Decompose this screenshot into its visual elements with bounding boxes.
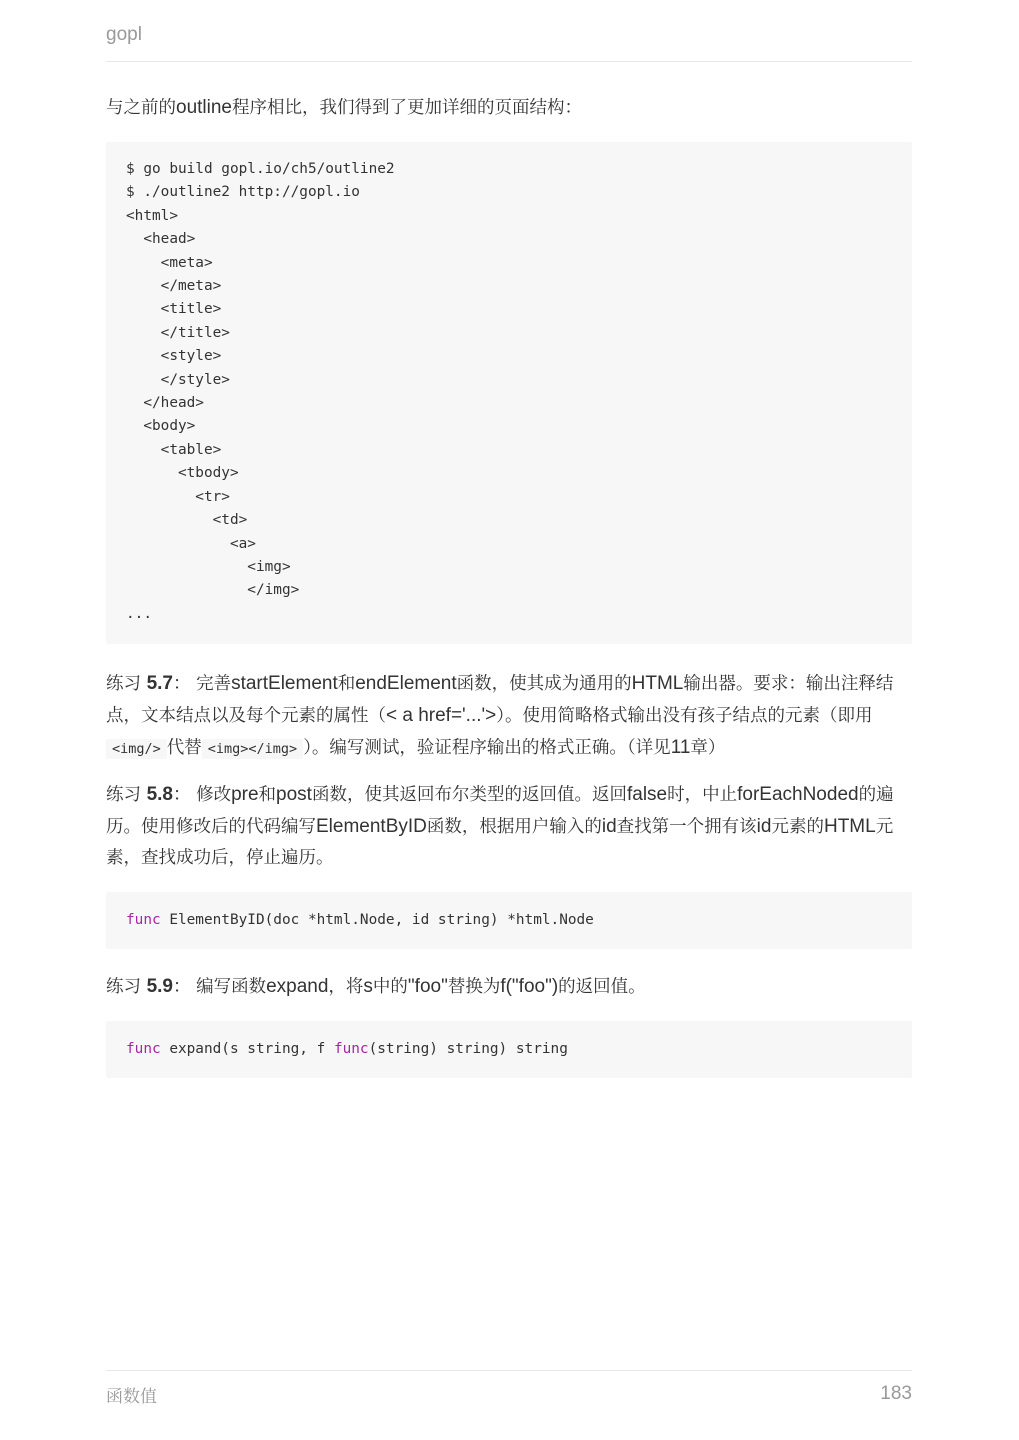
code-line: <head> — [126, 231, 196, 248]
exercise-5-8: 练习 5.8： 修改pre和post函数，使其返回布尔类型的返回值。返回false时，中止forEachNoded的遍历。使用修改后的代码编写ElementByID函数，根据用户输入的id查找第一个拥有该id元素的HTML元素，查找成功后，停止遍历。 — [106, 784, 894, 869]
code-line: <title> — [126, 301, 222, 318]
code-line: </img> — [126, 582, 300, 599]
code-line: <body> — [126, 418, 196, 435]
chapter-name: 函数值 — [106, 1387, 157, 1407]
code-line: <tr> — [126, 488, 230, 505]
keyword-func: func — [126, 912, 161, 929]
page-header — [106, 24, 912, 62]
code-line: <style> — [126, 348, 222, 365]
code-line: </meta> — [126, 278, 222, 295]
code-line: $ ./outline2 http://gopl.io — [126, 184, 360, 201]
inline-code-img-selfclosing: <img/> — [106, 739, 167, 759]
page-footer — [106, 1370, 912, 1411]
code-block-expand: func expand(s string, f func(string) string) string — [106, 1021, 912, 1078]
code-line: $ go build gopl.io/ch5/outline2 — [126, 161, 395, 177]
code-line: </title> — [126, 324, 230, 341]
code-line: <meta> — [126, 254, 213, 271]
intro-paragraph: 与之前的outline程序相比，我们得到了更加详细的页面结构： — [106, 97, 582, 118]
page-content — [106, 92, 912, 1078]
code-line: <table> — [126, 441, 222, 458]
code-line: <a> — [126, 535, 256, 552]
code-block-elementbyid: func ElementByID(doc *html.Node, id string) *html.Node — [106, 892, 912, 949]
code-line: <tbody> — [126, 465, 239, 482]
keyword-func: func — [126, 1041, 161, 1058]
code-line: <td> — [126, 512, 248, 529]
code-block-outline-output — [106, 142, 912, 644]
exercise-5-7: 练习 5.7： 完善startElement和endElement函数，使其成为通用的HTML输出器。要求：输出注释结点，文本结点以及每个元素的属性（< a href='...'>）。使用简略格式输出没有孩子结点的元素（即用<img/> 代替 <img></img> ）。编写测试，验证程序输出的格式正确。（详见11章） — [106, 673, 894, 759]
keyword-func-param: func — [333, 1041, 369, 1058]
exercise-5-9: 练习 5.9： 编写函数expand，将s中的"foo"替换为f("foo")的返回值。 — [106, 976, 646, 998]
code-line: </head> — [126, 395, 204, 412]
code-line: <html> — [126, 207, 178, 224]
code-line: ... — [126, 605, 152, 622]
book-title: gopl — [106, 24, 142, 45]
code-line: <img> — [126, 558, 291, 575]
inline-code-img-pair: <img></img> — [202, 739, 303, 759]
page-number: 183 — [880, 1383, 912, 1404]
code-line: </style> — [126, 371, 230, 388]
